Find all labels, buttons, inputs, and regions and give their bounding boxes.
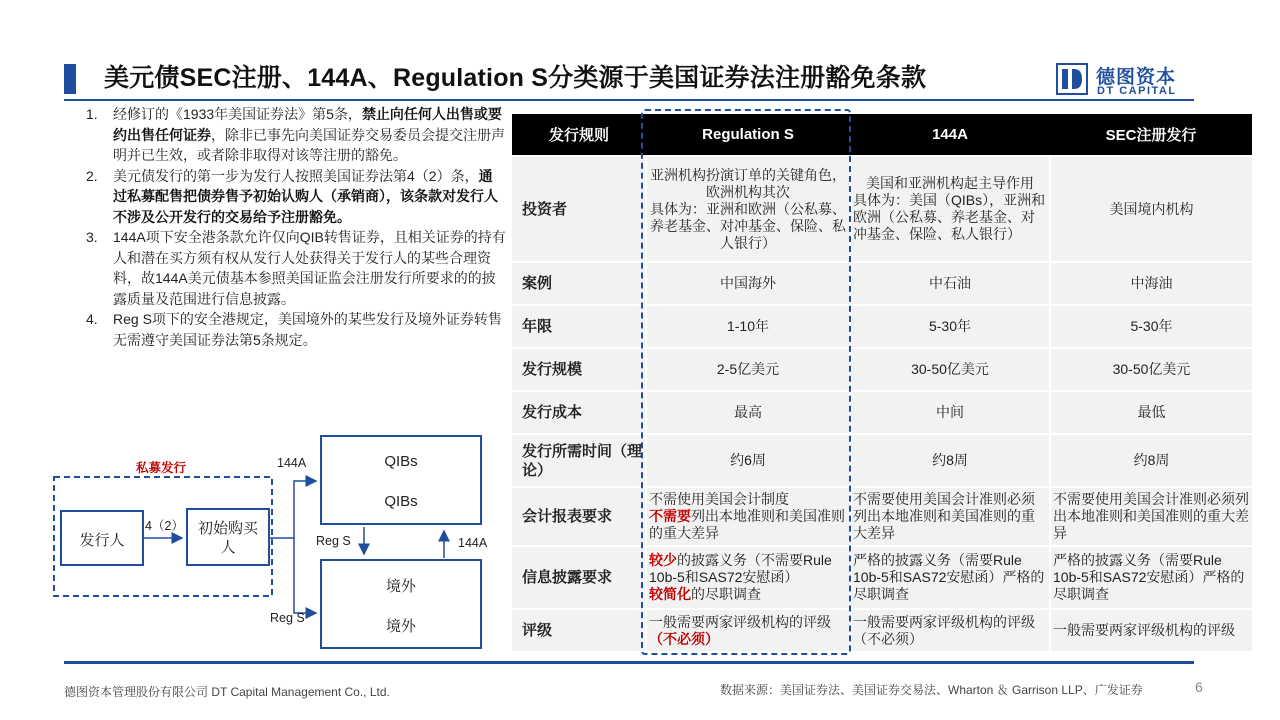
row-label: 发行所需时间（理论） [512,434,646,487]
cell-text: 列出本地准则和美国准则的重大差异 [649,508,845,541]
table-row [512,546,1252,609]
comparison-table [512,114,1252,651]
cell-regs [646,609,850,651]
note-number: 3. [86,229,98,245]
arrow-4-2-label: 4（2） [145,519,184,533]
note-item [86,309,506,350]
note-text: ，除非已事先向美国证券交易委员会提交注册声明并已生效，或者除非取得对该等注册的豁免。 [113,126,505,163]
row-label: 会计报表要求 [512,487,646,546]
note-text: 经修订的《1933年美国证券法》第5条， [113,106,362,122]
initial-buyer-box [186,508,270,566]
label-144a-mid: 144A [458,536,488,550]
logo-english-name: DT CAPITAL [1097,85,1177,97]
note-bold-text: 通过私募配售把债券售予初始认购人（承销商），该条款对发行人不涉及公开发行的交易给予注册豁免。 [113,167,498,225]
header-issuance-rules: 发行规则 [512,114,646,156]
header-sec-registration: SEC注册发行 [1050,114,1252,156]
cell-regs: 最高 [646,391,850,434]
cell-text: 具体为：美国（QIBs），亚洲和欧洲（公私募、养老基金、对冲基金、保险、私人银行） [853,192,1046,242]
cell-sec: 30-50亿美元 [1050,348,1252,391]
table-row [512,391,1252,434]
cell-text: 的尽职调查 [691,586,761,602]
row-label: 评级 [512,609,646,651]
arrow-reg-s [294,538,316,613]
note-bold-text: 禁止向任何人出售或要约出售任何证券 [113,106,502,143]
cell-144a: 约8周 [850,434,1050,487]
row-label: 年限 [512,305,646,348]
issuer-label: 发行人 [79,532,125,549]
qibs-bottom-label: QIBs [384,493,418,510]
note-text: Reg S项下的安全港规定，美国境外的某些发行及境外证券转售无需遵守美国证券法第5条规定。 [113,311,502,348]
cell-text: 不需使用美国会计制度 [649,491,789,507]
cell-text: 亚洲机构扮演订单的关键角色，欧洲机构其次 [650,166,846,200]
cell-sec: 不需要使用美国会计准则必须列出本地准则和美国准则的重大差异 [1050,487,1252,546]
issuer-box [60,510,144,566]
footer-divider [64,661,1194,664]
cell-144a: 不需要使用美国会计准则必须列出本地准则和美国准则的重大差异 [850,487,1050,546]
row-label: 投资者 [512,156,646,262]
cell-text: 美国和亚洲机构起主导作用 [866,175,1034,191]
cell-sec: 最低 [1050,391,1252,434]
footer-company: 德图资本管理股份有限公司 DT Capital Management Co., Ltd. [64,685,390,699]
row-label: 案例 [512,262,646,305]
cell-text: 具体为：亚洲和欧洲（公私募、养老基金、对冲基金、保险、私人银行） [650,200,846,251]
note-number: 4. [86,311,98,327]
cell-regs: 1-10年 [646,305,850,348]
table-row [512,348,1252,391]
table-row [512,156,1252,262]
label-reg-s-bottom: Reg S [270,611,305,625]
cell-highlight-text: 较少 [649,552,677,568]
cell-144a: 一般需要两家评级机构的评级（不必须） [850,609,1050,651]
page-title: 美元债SEC注册、144A、Regulation S分类源于美国证券法注册豁免条款 [104,64,927,92]
row-label: 发行成本 [512,391,646,434]
table-row [512,262,1252,305]
row-label: 发行规模 [512,348,646,391]
row-label: 信息披露要求 [512,546,646,609]
note-item [86,104,506,166]
cell-sec: 中海油 [1050,262,1252,305]
cell-144a: 5-30年 [850,305,1050,348]
note-text: 144A项下安全港条款允许仅向QIB转售证券，且相关证券的持有人和潜在买方须有权从发行人处获得关于发行人的某些合理资料，故144A美元债基本参照美国证监会注册发行所要求的的披露质量及范围进行信息披露。 [113,229,506,307]
offshore-bottom-label: 境外 [385,618,416,635]
footer-source: 数据来源：美国证券法、美国证券交易法、Wharton ＆ Garrison LLP、广发证券 [720,683,1143,697]
cell-text: 的披露义务（不需要Rule 10b-5和SAS72安慰函） [649,552,832,585]
label-reg-s-mid: Reg S [316,534,351,548]
cell-sec: 严格的披露义务（需要Rule 10b-5和SAS72安慰函）严格的尽职调查 [1050,546,1252,609]
cell-regs [646,487,850,546]
cell-sec: 美国境内机构 [1050,156,1252,262]
note-number: 2. [86,167,98,184]
cell-144a: 严格的披露义务（需要Rule 10b-5和SAS72安慰函）严格的尽职调查 [850,546,1050,609]
table-row [512,609,1252,651]
cell-sec: 5-30年 [1050,305,1252,348]
logo-chinese-name: 德图资本 [1096,67,1177,88]
page-number: 6 [1195,679,1203,695]
cell-sec: 一般需要两家评级机构的评级 [1050,609,1252,651]
arrow-144a [270,481,316,538]
dt-logo-icon [1056,63,1088,95]
table-row [512,305,1252,348]
cell-regs: 约6周 [646,434,850,487]
title-divider [64,99,1194,101]
cell-text: 一般需要两家评级机构的评级 [649,613,831,630]
cell-highlight-text: （不必须） [649,630,719,647]
offshore-top-label: 境外 [385,578,416,595]
cell-144a: 中间 [850,391,1050,434]
cell-highlight-text: 不需要 [649,508,691,524]
notes-list [86,104,506,350]
table-header-row [512,114,1252,156]
note-number: 1. [86,106,98,122]
note-item [86,166,506,228]
cell-regs: 中国海外 [646,262,850,305]
initial-buyer-label: 初始购买人 [197,520,258,556]
qibs-top-label: QIBs [384,453,418,470]
cell-regs: 2-5亿美元 [646,348,850,391]
flow-diagram [50,430,490,655]
label-144a-top: 144A [277,456,307,470]
cell-regs [646,156,850,262]
cell-144a [850,156,1050,262]
cell-regs [646,546,850,609]
qibs-box [320,435,482,525]
cell-sec: 约8周 [1050,434,1252,487]
cell-144a: 中石油 [850,262,1050,305]
header-regulation-s: Regulation S [646,114,850,156]
note-text: 美元债发行的第一步为发行人按照美国证券法第4（2）条， [113,167,479,184]
header-144a: 144A [850,114,1050,156]
offshore-box [320,559,482,649]
private-placement-label: 私募发行 [136,461,187,475]
cell-highlight-text: 较简化 [649,586,691,602]
table-row [512,487,1252,546]
table-row [512,434,1252,487]
title-accent-bar [64,64,76,94]
cell-144a: 30-50亿美元 [850,348,1050,391]
note-item [86,227,506,309]
